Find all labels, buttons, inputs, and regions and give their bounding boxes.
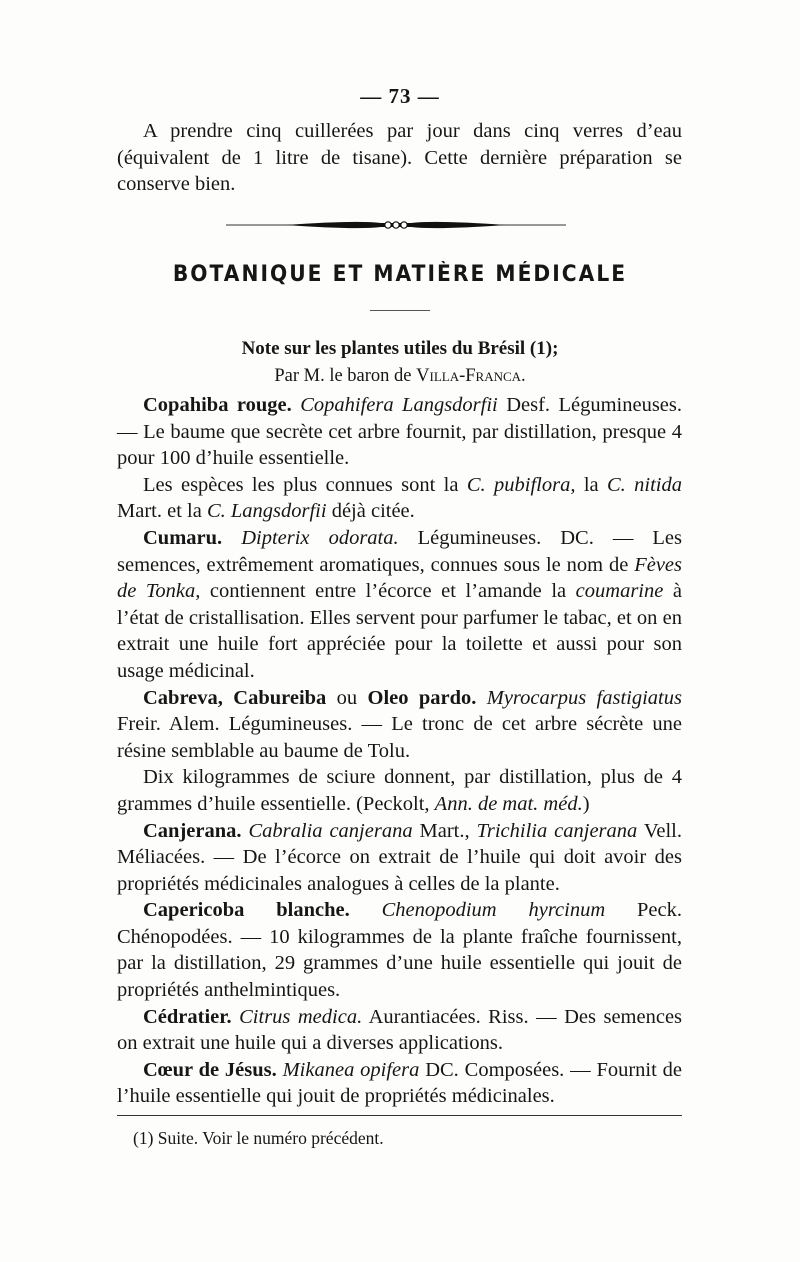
entry-text: Dix kilogrammes de sciure donnent, par distillation, plus de 4 grammes d’huile essentielle. (Peckolt, xyxy=(117,766,682,815)
entry-latin: C. nitida xyxy=(607,473,683,496)
entry-text: à l’état de cristallisation. Elles servent pour parfumer le tabac, et on en extrait une huile fort appréciée pour la toilette et aussi pour son usage médicinal. xyxy=(117,580,683,682)
entry-text: ou xyxy=(326,686,368,709)
byline-prefix: Par M. le baron de xyxy=(274,366,417,386)
entry-cabreva xyxy=(117,685,682,765)
entry-text: Vell. Méliacées. — De l’écorce on extrait de l’huile qui doit avoir des propriétés médicinales analogues à celles de la plante. xyxy=(117,819,683,895)
entry-name: Copahiba rouge. xyxy=(143,394,292,416)
entry-latin: Trichilia canjerana xyxy=(476,819,638,842)
entry-cedratier xyxy=(117,1004,682,1057)
entry-name: Cumaru. xyxy=(143,526,223,549)
entry-latin: Citrus medica. xyxy=(239,1005,363,1028)
ornamental-divider xyxy=(226,218,566,232)
entry-text: la xyxy=(575,473,607,496)
entry-coeur-de-jesus xyxy=(117,1057,682,1110)
byline-author: Villa-Franca. xyxy=(416,366,526,386)
entry-copahiba xyxy=(117,392,682,472)
section-title: BOTANIQUE ET MATIÈRE MÉDICALE xyxy=(172,262,628,287)
entry-name: Cœur de Jésus. xyxy=(143,1058,277,1081)
footnote-rule xyxy=(117,1115,682,1116)
title-rule xyxy=(370,310,430,311)
byline xyxy=(0,366,800,387)
entry-latin: Cabralia canjerana xyxy=(248,819,413,842)
entry-text: Aurantiacées. Riss. — Des semences on extrait une huile qui a diverses applications. xyxy=(117,1005,683,1055)
entry-name: Oleo pardo. xyxy=(367,686,477,709)
entry-cabreva-distillation xyxy=(117,764,682,817)
entry-latin: Myrocarpus fastigiatus xyxy=(486,686,682,709)
entry-latin: Copahifera Langsdorfii xyxy=(300,394,498,416)
entry-capericoba xyxy=(117,897,682,1003)
entry-latin: C. Langsdorfii xyxy=(206,500,327,523)
entry-text: Peck. Chénopodées. — 10 kilogrammes de la plante fraîche fournissent, par la distillation, 29 grammes d’une huile essentielle qui jouit de propriétés anthelmintiques. xyxy=(117,899,682,1002)
entry-text: contiennent entre l’écorce et l’amande la xyxy=(200,580,576,603)
entries-block xyxy=(117,392,682,1110)
entry-text: déjà citée. xyxy=(326,500,415,523)
entry-canjerana xyxy=(117,818,682,898)
entry-latin: Fèves de Tonka, xyxy=(117,553,682,603)
entry-latin: Ann. de mat. méd. xyxy=(434,792,583,815)
intro-paragraph: A prendre cinq cuillerées par jour dans cinq verres d’eau (équivalent de 1 litre de tisane). Cette dernière préparation se conserve bien. xyxy=(117,120,682,196)
entry-text: Freir. Alem. Légumineuses. — Le tronc de cet arbre sécrète une résine semblable au baume de Tolu. xyxy=(117,713,682,762)
footnote: (1) Suite. Voir le numéro précédent. xyxy=(133,1128,384,1148)
entry-latin: Dipterix odorata. xyxy=(241,526,399,549)
entry-name: Cédratier. xyxy=(143,1005,232,1028)
entry-latin: coumarine xyxy=(575,580,664,603)
entry-name: Cabreva, Cabureiba xyxy=(143,686,327,709)
entry-text: Légumineuses. DC. — Les semences, extrêmement aromatiques, connues sous le nom de xyxy=(117,526,683,576)
entry-cumaru xyxy=(117,525,682,685)
entry-text: Les espèces les plus connues sont la xyxy=(143,473,467,496)
entry-latin: Chenopodium hyrcinum xyxy=(381,899,606,922)
page-number: — 73 — xyxy=(360,84,440,108)
entry-copahiba-species xyxy=(117,472,682,525)
entry-text: ) xyxy=(582,792,590,815)
entry-name: Canjerana. xyxy=(143,819,242,842)
note-title: Note sur les plantes utiles du Brésil (1); xyxy=(241,338,559,359)
entry-text: Desf. Légumineuses. — Le baume que secrète cet arbre fournit, par distillation, presque 4 pour 100 d’huile essentielle. xyxy=(117,394,683,470)
entry-latin: C. pubiflora, xyxy=(466,473,576,496)
entry-text: Mart. et la xyxy=(117,500,207,523)
intro-paragraph-block xyxy=(117,118,682,198)
entry-text: DC. Composées. — Fournit de l’huile essentielle qui jouit de propriétés médicinales. xyxy=(117,1058,683,1108)
entry-latin: Mikanea opifera xyxy=(282,1058,420,1081)
entry-text: Mart., xyxy=(412,819,477,842)
entry-name: Capericoba blanche. xyxy=(143,899,350,922)
